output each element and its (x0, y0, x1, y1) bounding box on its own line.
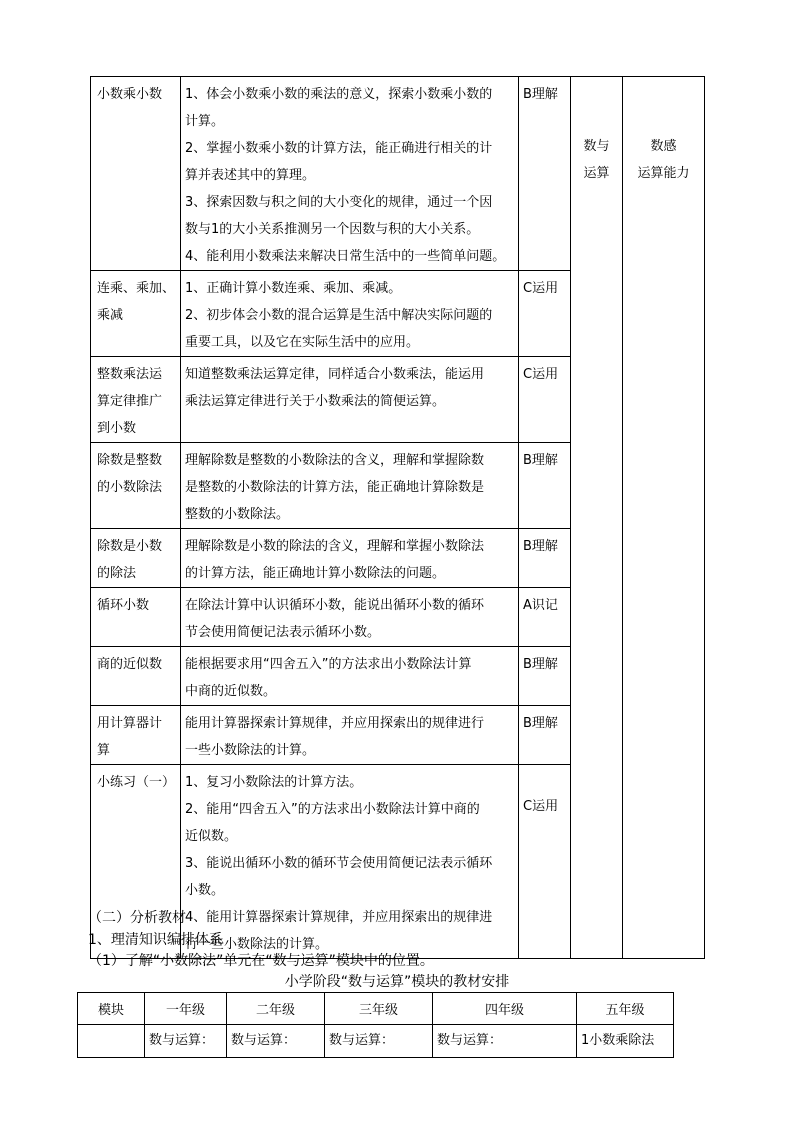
topic-cell (91, 443, 181, 529)
topic-line: 乘减 (97, 308, 124, 323)
objective-cell (181, 765, 519, 959)
topic-cell (91, 647, 181, 706)
level-cell: B理解 (519, 529, 571, 588)
objective-line: 乘法运算定律进行关于小数乘法的简便运算。 (185, 394, 446, 409)
objective-cell (181, 271, 519, 357)
topic-line: 除数是整数 (97, 453, 163, 468)
grade-table-row (78, 1025, 674, 1058)
topic-cell (91, 529, 181, 588)
objective-line: 计算。 (185, 114, 225, 129)
level-cell: B理解 (519, 443, 571, 529)
objective-line: 一些小数除法的计算。 (185, 743, 316, 758)
objective-line: 理解除数是整数的小数除法的含义，理解和掌握除数 (185, 453, 485, 468)
section-heading-analysis: （二）分析教材 (88, 910, 186, 926)
level-cell: C运用 (519, 357, 571, 443)
topic-line: 小练习（一） (97, 775, 176, 790)
grade-header-cell: 一年级 (145, 993, 227, 1025)
objective-cell (181, 588, 519, 647)
objective-line: 是整数的小数除法的计算方法，能正确地计算除数是 (185, 480, 485, 495)
objective-line: 2、能用“四舍五入”的方法求出小数除法计算中商的 (185, 802, 480, 817)
objective-line: 整数的小数除法。 (185, 507, 290, 522)
objective-line: 数与1的大小关系推测另一个因数与积的大小关系。 (185, 222, 480, 237)
grade-header-cell: 模块 (78, 993, 145, 1025)
grade-cell: 1小数乘除法 (577, 1025, 674, 1058)
ability-line: 数感 (650, 139, 677, 154)
objective-line: 行一些小数除法的计算。 (185, 937, 329, 952)
topic-cell (91, 588, 181, 647)
objective-cell (181, 647, 519, 706)
grade-cell: 数与运算： (145, 1025, 227, 1058)
grade-arrangement-table (77, 992, 674, 1058)
curriculum-row (91, 77, 705, 271)
topic-line: 商的近似数 (97, 657, 163, 672)
level-cell: B理解 (519, 706, 571, 765)
grade-header-cell: 二年级 (227, 993, 325, 1025)
topic-line: 算 (97, 743, 111, 758)
domain-cell (571, 77, 623, 959)
objective-line: 1、复习小数除法的计算方法。 (185, 775, 363, 790)
objective-line: 2、掌握小数乘小数的计算方法，能正确进行相关的计 (185, 141, 493, 156)
objective-line: 4、能用计算器探索计算规律，并应用探索出的规律进 (185, 910, 493, 925)
grade-header-cell: 四年级 (433, 993, 577, 1025)
grade-cell: 数与运算： (433, 1025, 577, 1058)
level-cell: C运用 (519, 271, 571, 357)
objective-line: 能根据要求用“四舍五入”的方法求出小数除法计算 (185, 657, 472, 672)
objective-line: 的计算方法，能正确地计算小数除法的问题。 (185, 566, 446, 581)
objective-line: 节会使用简便记法表示循环小数。 (185, 625, 381, 640)
grade-table-header-row (78, 993, 674, 1025)
objective-line: 能用计算器探索计算规律，并应用探索出的规律进行 (185, 716, 485, 731)
objective-line: 3、能说出循环小数的循环节会使用简便记法表示循环 (185, 856, 493, 871)
level-cell: B理解 (519, 647, 571, 706)
objective-line: 2、初步体会小数的混合运算是生活中解决实际问题的 (185, 308, 493, 323)
topic-line: 整数乘法运 (97, 367, 163, 382)
topic-line: 到小数 (97, 421, 137, 436)
level-cell: C运用 (519, 765, 571, 959)
domain-line: 运算 (583, 166, 610, 181)
topic-cell (91, 357, 181, 443)
topic-line: 的小数除法 (97, 480, 163, 495)
section-subheading-position: （1）了解“小数除法”单元在“数与运算”模块中的位置。 (88, 953, 434, 969)
objective-line: 4、能利用小数乘法来解决日常生活中的一些简单问题。 (185, 249, 506, 264)
ability-cell (623, 77, 705, 959)
grade-cell: 数与运算： (227, 1025, 325, 1058)
topic-cell (91, 271, 181, 357)
topic-line: 用计算器计 (97, 716, 163, 731)
topic-line: 除数是小数 (97, 539, 163, 554)
topic-line: 的除法 (97, 566, 137, 581)
objective-line: 算并表述其中的算理。 (185, 168, 316, 183)
level-cell: B理解 (519, 77, 571, 271)
topic-cell (91, 706, 181, 765)
objective-line: 在除法计算中认识循环小数，能说出循环小数的循环 (185, 598, 485, 613)
objective-line: 理解除数是小数的除法的含义，理解和掌握小数除法 (185, 539, 485, 554)
topic-cell (91, 77, 181, 271)
topic-line: 连乘、乘加、 (97, 281, 176, 296)
objective-cell (181, 529, 519, 588)
objective-line: 中商的近似数。 (185, 684, 277, 699)
topic-line: 小数乘小数 (97, 87, 163, 102)
objective-cell (181, 357, 519, 443)
curriculum-table (90, 76, 705, 959)
objective-cell (181, 706, 519, 765)
objective-line: 3、探索因数与积之间的大小变化的规律，通过一个因 (185, 195, 493, 210)
objective-line: 小数。 (185, 883, 225, 898)
ability-line: 运算能力 (637, 166, 690, 181)
level-cell: A识记 (519, 588, 571, 647)
grade-header-cell: 五年级 (577, 993, 674, 1025)
grade-cell (78, 1025, 145, 1058)
objective-cell (181, 443, 519, 529)
objective-line: 重要工具，以及它在实际生活中的应用。 (185, 335, 420, 350)
objective-line: 知道整数乘法运算定律，同样适合小数乘法，能运用 (185, 367, 485, 382)
section-subheading-knowledge-system: 1、理清知识编排体系 (88, 932, 223, 948)
grade-cell: 数与运算： (325, 1025, 433, 1058)
domain-line: 数与 (583, 139, 610, 154)
objective-line: 1、正确计算小数连乘、乘加、乘减。 (185, 281, 402, 296)
grade-header-cell: 三年级 (325, 993, 433, 1025)
objective-line: 1、体会小数乘小数的乘法的意义，探索小数乘小数的 (185, 87, 493, 102)
grade-table-caption: 小学阶段“数与运算”模块的教材安排 (284, 974, 510, 990)
topic-line: 算定律推广 (97, 394, 163, 409)
objective-line: 近似数。 (185, 829, 238, 844)
objective-cell (181, 77, 519, 271)
topic-line: 循环小数 (97, 598, 150, 613)
